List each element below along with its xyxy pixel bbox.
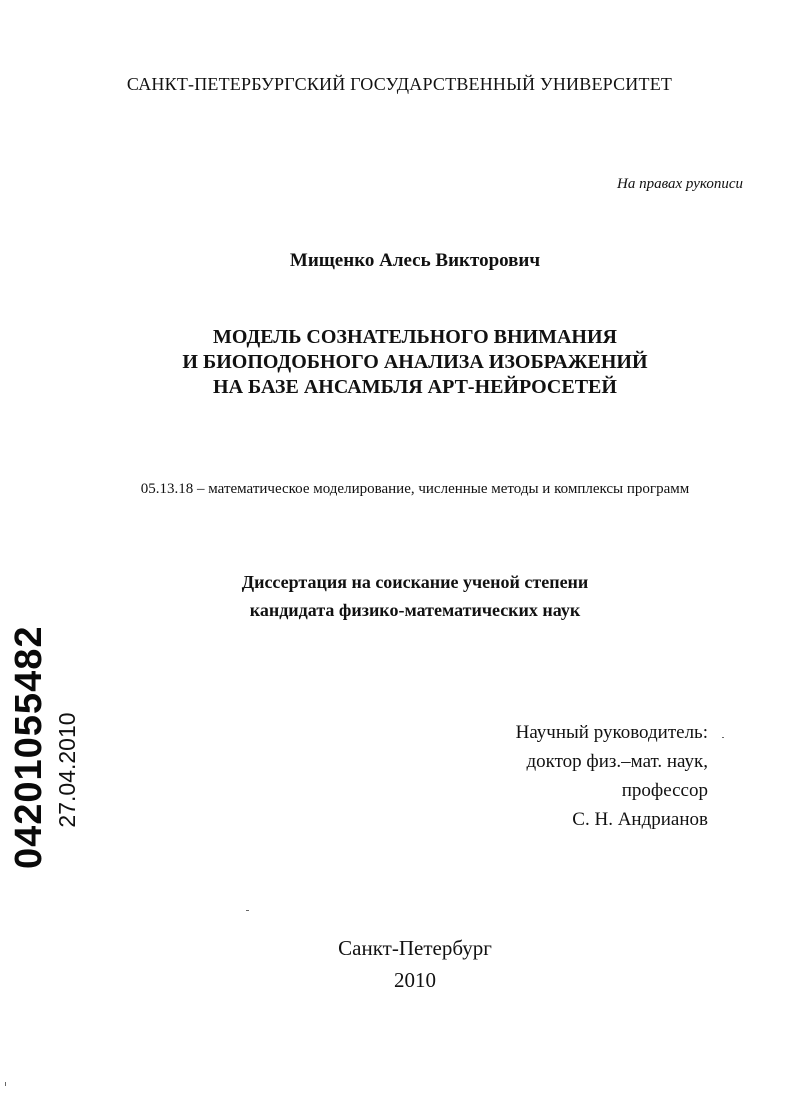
advisor-label: Научный руководитель: bbox=[515, 722, 708, 743]
year: 2010 bbox=[394, 968, 436, 992]
manuscript-rights-note: На правах рукописи bbox=[617, 176, 743, 192]
dissertation-title bbox=[0, 325, 799, 400]
advisor-degree: доктор физ.–мат. наук, bbox=[526, 751, 708, 772]
library-stamp-date: 27.04.2010 bbox=[54, 712, 80, 828]
title-line-1: МОДЕЛЬ СОЗНАТЕЛЬНОГО ВНИМАНИЯ bbox=[213, 326, 617, 348]
scan-speck bbox=[246, 910, 249, 911]
scientific-advisor bbox=[516, 718, 708, 834]
author-name: Мищенко Алесь Викторович bbox=[289, 250, 541, 271]
city: Санкт-Петербург bbox=[338, 936, 492, 960]
advisor-name: С. Н. Андрианов bbox=[572, 809, 708, 830]
title-line-3: НА БАЗЕ АНСАМБЛЯ АРТ-НЕЙРОСЕТЕЙ bbox=[213, 376, 617, 398]
degree-line-2: кандидата физико-математических наук bbox=[249, 600, 581, 620]
scan-speck bbox=[722, 737, 724, 738]
advisor-rank: профессор bbox=[621, 780, 708, 801]
degree-line-1: Диссертация на соискание ученой степени bbox=[241, 572, 589, 592]
library-stamp-number: 04201055482 bbox=[8, 625, 50, 869]
title-line-2: И БИОПОДОБНОГО АНАЛИЗА ИЗОБРАЖЕНИЙ bbox=[182, 351, 648, 373]
specialty-code: 05.13.18 – математическое моделирование, численные методы и комплексы программ bbox=[140, 481, 690, 497]
university-name: САНКТ-ПЕТЕРБУРГСКИЙ ГОСУДАРСТВЕННЫЙ УНИВЕРСИТЕТ bbox=[126, 74, 673, 94]
place-and-year bbox=[0, 932, 799, 996]
scan-speck bbox=[5, 1082, 6, 1086]
degree-statement bbox=[0, 568, 799, 624]
